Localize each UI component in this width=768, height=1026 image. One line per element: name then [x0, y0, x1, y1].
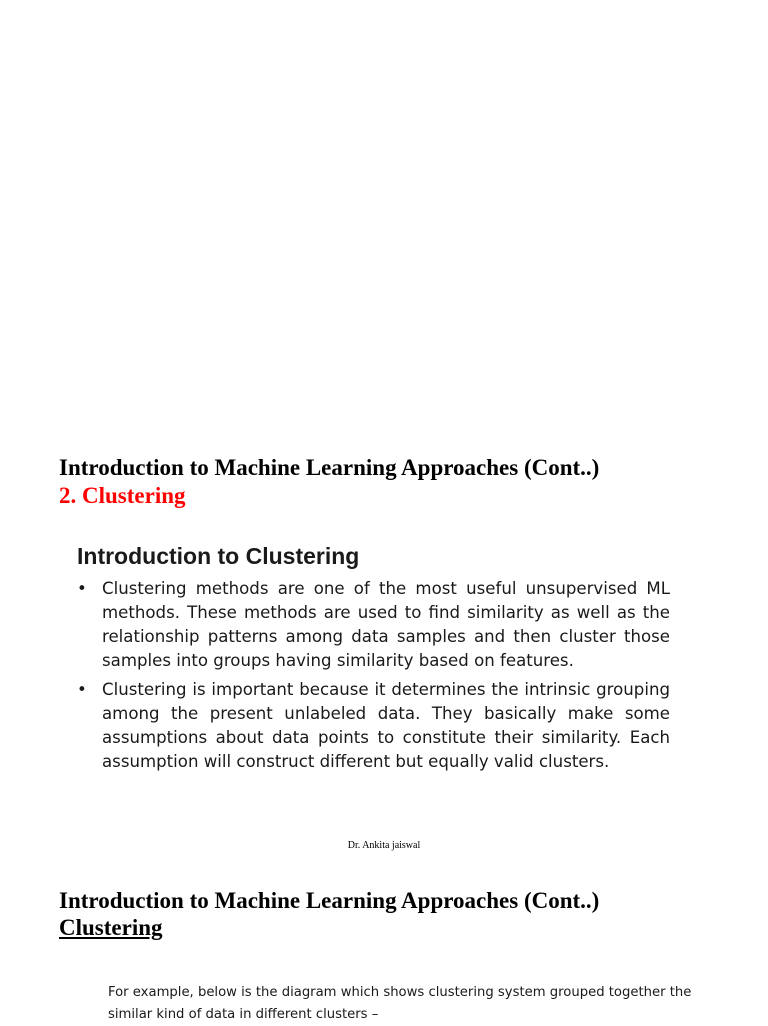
bullet-text: Clustering methods are one of the most useful unsupervised ML methods. These methods are used to find similarity as well as the relationship patterns among data samples and then cluster those samples into groups having similarity based on features. [102, 579, 670, 670]
content-heading: Introduction to Clustering [77, 543, 360, 569]
bullet-text: Clustering is important because it determines the intrinsic grouping among the present unlabeled data. They basically make some assumptions about data points to constitute their similarity. Each assumption will construct different but equally valid clusters. [102, 680, 670, 771]
bullet-list [77, 577, 670, 779]
bullet-dot-icon: • [77, 579, 87, 598]
slide-title: Introduction to Machine Learning Approaches (Cont..) [59, 455, 600, 480]
bullet-item [77, 678, 670, 774]
slide-subtitle-clustering: 2. Clustering [59, 483, 186, 508]
slide-footer-author: Dr. Ankita jaiswal [347, 840, 421, 851]
bullet-dot-icon: • [77, 680, 87, 699]
slide-subtitle-clustering-underlined: Clustering [59, 915, 163, 940]
example-text: For example, below is the diagram which shows clustering system grouped together the similar kind of data in different clusters – [108, 985, 692, 1022]
slide-title: Introduction to Machine Learning Approaches (Cont..) [59, 888, 600, 913]
bullet-item [77, 577, 670, 673]
